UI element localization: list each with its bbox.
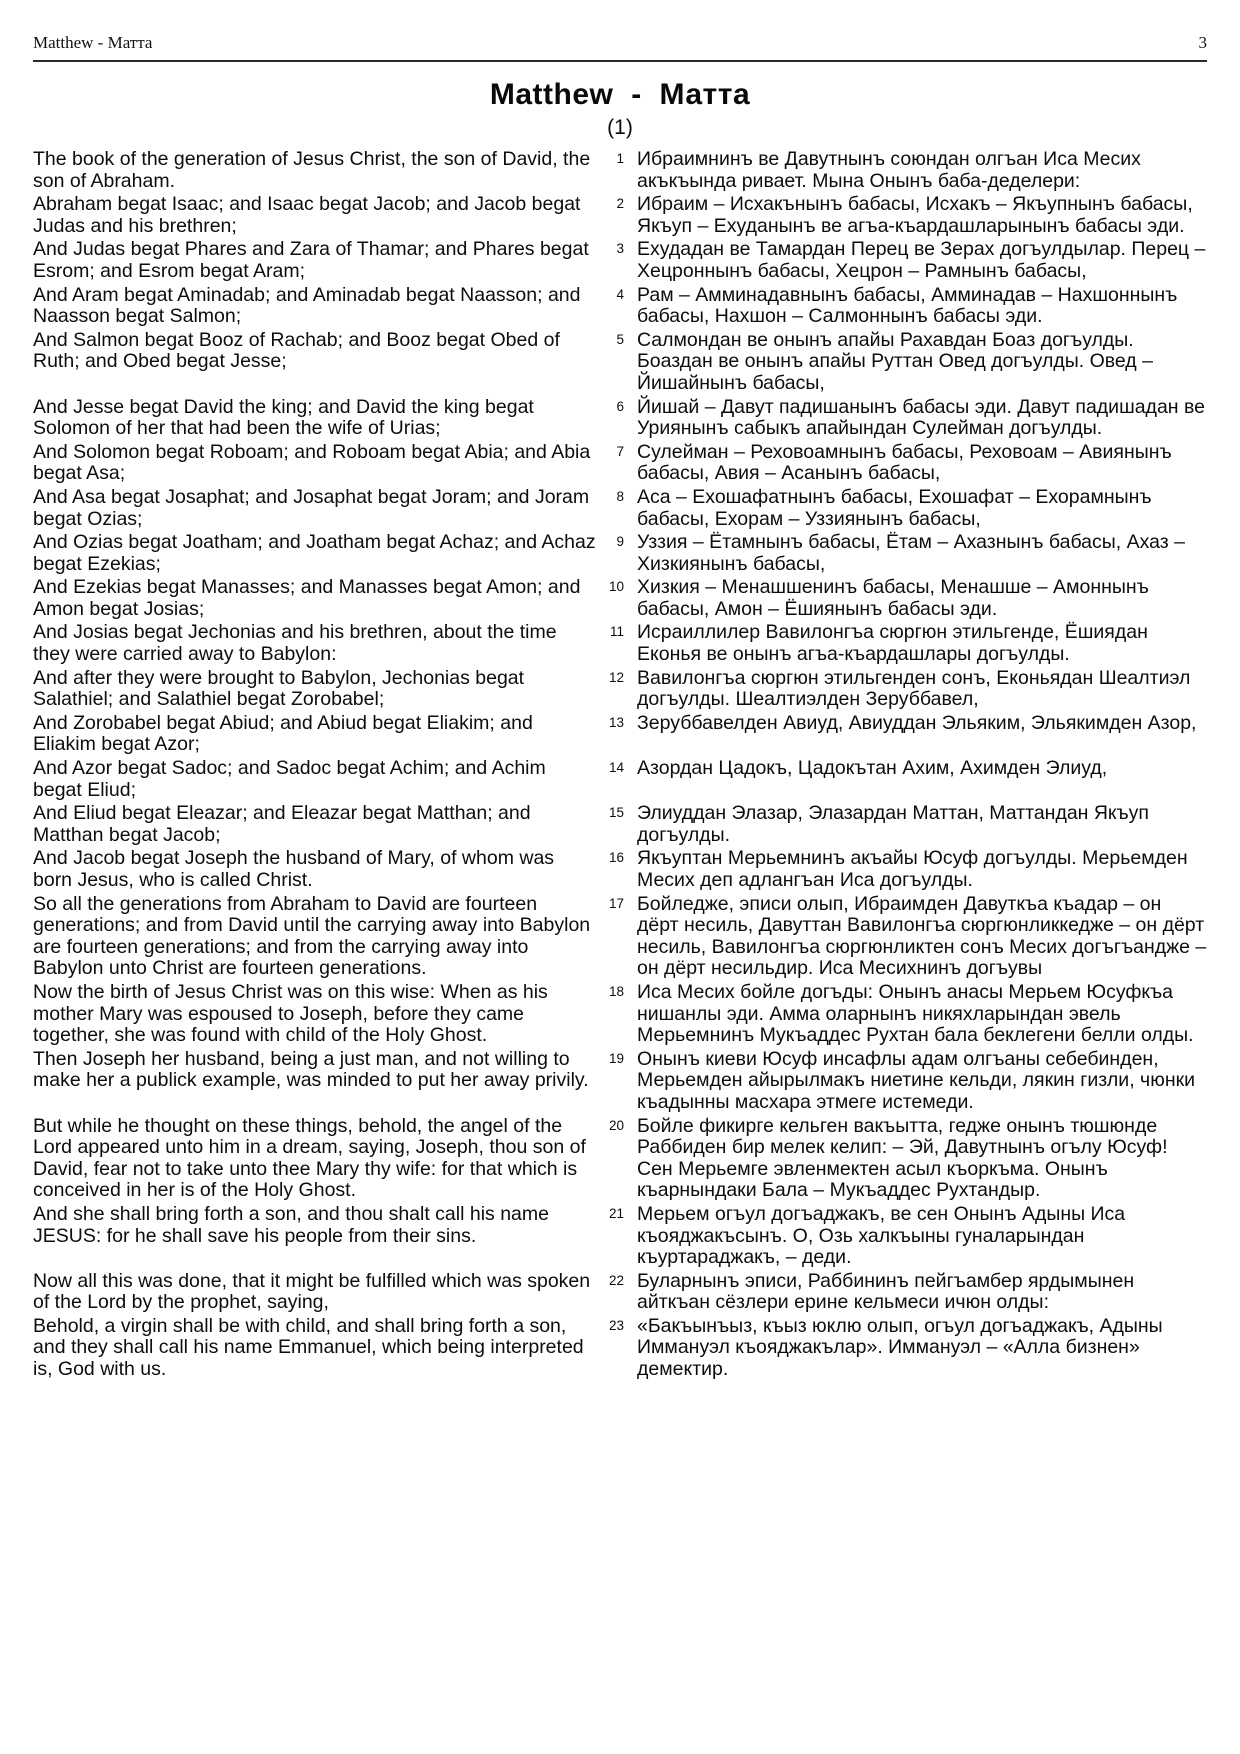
verse-number-cell — [596, 668, 637, 711]
verse-text-english: And Ezekias begat Manasses; and Manasses begat Amon; and Amon begat Josias; — [33, 576, 581, 620]
verse-text-english: And Jacob begat Joseph the husband of Mary, of whom was born Jesus, who is called Christ. — [33, 847, 555, 891]
verse-text-crimean-tatar: Элиуддан Элазар, Элазардан Маттан, Маттандан Якъуп догъулды. — [637, 802, 1149, 846]
verse-text-english: And Asa begat Josaphat; and Josaphat begat Joram; and Joram begat Ozias; — [33, 485, 590, 530]
verse-number: 6 — [616, 398, 624, 414]
verse-number: 9 — [616, 534, 624, 550]
verse-row — [33, 982, 1207, 1047]
verse-number: 10 — [608, 579, 624, 595]
verse-text-english: And Eliud begat Eleazar; and Eleazar begat Matthan; and Matthan begat Jacob; — [33, 802, 531, 846]
verse-row — [33, 487, 1207, 530]
verse-row — [33, 532, 1207, 575]
verse-row — [33, 149, 1207, 192]
verse-number: 19 — [608, 1050, 624, 1066]
verse-number-cell — [596, 622, 637, 665]
verse-number-cell — [596, 330, 637, 395]
verse-row — [33, 622, 1207, 665]
verse-row — [33, 330, 1207, 395]
verse-text-crimean-tatar: Зеруббавелден Авиуд, Авиуддан Эльяким, Эльякимден Азор, — [637, 711, 1197, 734]
verse-number: 12 — [608, 669, 624, 685]
verse-text-english: Then Joseph her husband, being a just man, and not willing to make her a publick example, was minded to put her away privily. — [33, 1047, 589, 1092]
verse-row — [33, 285, 1207, 328]
verse-number: 1 — [616, 151, 624, 166]
verse-number: 2 — [616, 196, 624, 212]
verse-row — [33, 758, 1207, 801]
verse-number: 18 — [608, 983, 624, 999]
verse-number: 20 — [608, 1117, 624, 1133]
page-number: 3 — [1198, 33, 1207, 52]
verse-text-crimean-tatar: Якъуптан Мерьемнинъ акъайы Юсуф догъулды. Мерьемден Месих деп адлангъан Иса догъулды. — [637, 847, 1188, 891]
verse-number: 17 — [608, 895, 624, 911]
verse-number-cell — [596, 1316, 637, 1381]
verse-number: 5 — [616, 331, 624, 347]
verse-number-cell — [596, 803, 637, 846]
verse-text-crimean-tatar: Аса – Ехошафатнынъ бабасы, Ехошафат – Ехорамнынъ бабасы, Ехорам – Уззиянынъ бабасы, — [637, 485, 1152, 530]
verse-text-english: And Judas begat Phares and Zara of Thamar; and Phares begat Esrom; and Esrom begat Aram; — [33, 238, 589, 282]
verse-text-english: So all the generations from Abraham to David are fourteen generations; and from David until the carrying away into Babylon are fourteen generations; and from the carrying away into Babylon unto Christ are fourteen generations. — [33, 892, 591, 980]
verse-text-crimean-tatar: Сулейман – Реховоамнынъ бабасы, Реховоам – Авиянынъ бабасы, Авия – Асанынъ бабасы, — [637, 440, 1172, 485]
verse-row — [33, 577, 1207, 620]
verse-number: 16 — [608, 850, 624, 866]
verse-row — [33, 1049, 1207, 1114]
verse-number-cell — [596, 194, 637, 237]
verse-number-cell — [596, 532, 637, 575]
verse-number-cell — [596, 1271, 637, 1314]
verse-row — [33, 1316, 1207, 1381]
running-header-title: Matthew - Матта — [33, 33, 153, 52]
page-title: Matthew - Матта — [489, 78, 751, 111]
verse-text-crimean-tatar: «Бакъынъыз, къыз юклю олып, огъул догъаджакъ, Адыны Иммануэл къояджакълар». Иммануэл – «Алла бизнен» демектир. — [637, 1314, 1163, 1381]
verse-number: 22 — [608, 1272, 624, 1288]
header-divider — [33, 60, 1207, 62]
verse-number-cell — [596, 442, 637, 485]
verse-text-english: But while he thought on these things, behold, the angel of the Lord appeared unto him in a dream, saying, Joseph, thou son of David, fear not to take unto thee Mary thy wife: for that which is conceived in her is of the Holy Ghost. — [33, 1114, 586, 1202]
verse-row — [33, 894, 1207, 980]
verse-number-cell — [596, 848, 637, 891]
verse-text-crimean-tatar: Хизкия – Менашшенинъ бабасы, Менашше – Амоннынъ бабасы, Амон – Ёшиянынъ бабасы эди. — [637, 576, 1149, 620]
verse-text-english: And Salmon begat Booz of Rachab; and Booz begat Obed of Ruth; and Obed begat Jesse; — [33, 328, 560, 373]
verse-text-english: And she shall bring forth a son, and thou shalt call his name JESUS: for he shall save his people from their sins. — [33, 1202, 549, 1247]
chapter-number: (1) — [607, 116, 633, 139]
verse-row — [33, 1204, 1207, 1269]
verse-text-english: And Aram begat Aminadab; and Aminadab begat Naasson; and Naasson begat Salmon; — [33, 283, 581, 328]
verse-text-english: The book of the generation of Jesus Christ, the son of David, the son of Abraham. — [33, 148, 591, 192]
verse-number: 23 — [608, 1317, 624, 1333]
verse-number-cell — [596, 713, 637, 756]
verse-number-cell — [596, 149, 637, 192]
verse-row — [33, 848, 1207, 891]
verse-number-cell — [596, 1049, 637, 1114]
verse-number: 11 — [609, 624, 624, 640]
verse-row — [33, 713, 1207, 756]
verse-row — [33, 1116, 1207, 1202]
verse-number: 8 — [616, 488, 624, 504]
verse-row — [33, 442, 1207, 485]
verse-text-crimean-tatar: Бойледже, эписи олып, Ибраимден Давуткъа къадар – он дёрт несиль, Давуттан Вавилонгъа сюргюнликкедже – он дёрт несиль, Вавилонгъа сюргюнликтен сонъ Месих догъгъандже – он дёрт несильдир. Иса Месихнинъ догъувы — [637, 892, 1207, 980]
verse-text-crimean-tatar: Ибраимнинъ ве Давутнынъ союндан олгъан Иса Месих акъкъында ривает. Мына Онынъ баба-деделери: — [637, 148, 1141, 192]
verse-row — [33, 668, 1207, 711]
verse-number-cell — [596, 1116, 637, 1202]
verse-text-crimean-tatar: Азордан Цадокъ, Цадокътан Ахим, Ахимден Элиуд, — [637, 757, 1108, 780]
verse-text-crimean-tatar: Уззия – Ётамнынъ бабасы, Ётам – Ахазнынъ бабасы, Ахаз – Хизкиянынъ бабасы, — [637, 531, 1185, 575]
verse-row — [33, 803, 1207, 846]
verse-text-crimean-tatar: Вавилонгъа сюргюн этильгенден сонъ, Еконьядан Шеалтиэл догъулды. Шеалтиэлден Зеруббавел, — [637, 666, 1191, 711]
verse-text-crimean-tatar: Салмондан ве онынъ апайы Рахавдан Боаз догъулды. Боаздан ве онынъ апайы Руттан Овед догъулды. Овед – Йишайнынъ бабасы, — [637, 328, 1153, 394]
running-header — [33, 33, 1207, 52]
verse-text-crimean-tatar: Ибраим – Исхакънынъ бабасы, Исхакъ – Якъупнынъ бабасы, Якъуп – Ехуданынъ ве агъа-къардашларынынъ бабасы эди. — [637, 193, 1193, 237]
verse-row — [33, 397, 1207, 440]
verse-text-english: Now the birth of Jesus Christ was on this wise: When as his mother Mary was espoused to Joseph, before they came together, she was found with child of the Holy Ghost. — [33, 980, 548, 1047]
verse-text-crimean-tatar: Йишай – Давут падишанынъ бабасы эди. Давут падишадан ве Уриянынъ сабыкъ апайындан Сулейман догъулды. — [637, 395, 1205, 440]
verse-text-english: Now all this was done, that it might be fulfilled which was spoken of the Lord by the prophet, saying, — [33, 1269, 591, 1314]
verse-text-english: And Josias begat Jechonias and his brethren, about the time they were carried away to Babylon: — [33, 621, 557, 666]
verse-text-english: And Solomon begat Roboam; and Roboam begat Abia; and Abia begat Asa; — [33, 440, 591, 485]
verse-number: 13 — [608, 714, 624, 730]
verse-text-crimean-tatar: Иса Месих бойле догъды: Онынъ анасы Мерьем Юсуфкъа нишанлы эди. Амма оларнынъ никяхларындан эвель Мерьемнинъ Мукъаддес Рухтан бала беклегени белли олды. — [637, 980, 1194, 1047]
verse-text-crimean-tatar: Буларнынъ эписи, Раббининъ пейгъамбер ярдымынен айткъан сёзлери ерине кельмеси ичюн олды: — [637, 1269, 1135, 1314]
verse-number-cell — [596, 397, 637, 440]
verse-text-english: And after they were brought to Babylon, Jechonias begat Salathiel; and Salathiel begat Zorobabel; — [33, 666, 525, 711]
verse-number: 3 — [616, 241, 624, 257]
verse-text-english: And Ozias begat Joatham; and Joatham begat Achaz; and Achaz begat Ezekias; — [33, 531, 596, 575]
verse-number-cell — [596, 1204, 637, 1269]
verse-number: 4 — [616, 286, 624, 302]
verse-number-cell — [596, 487, 637, 530]
verse-text-crimean-tatar: Ехудадан ве Тамардан Перец ве Зерах догъулдылар. Перец – Хецроннынъ бабасы, Хецрон – Рамнынъ бабасы, — [637, 238, 1206, 282]
verse-number-cell — [596, 577, 637, 620]
verse-text-crimean-tatar: Мерьем огъул догъаджакъ, ве сен Онынъ Адыны Иса къояджакъсынъ. О, Озь халкъыны гуналарындан къуртараджакъ, – деди. — [637, 1202, 1126, 1269]
verse-text-english: And Azor begat Sadoc; and Sadoc begat Achim; and Achim begat Eliud; — [33, 757, 546, 801]
verse-text-english: And Jesse begat David the king; and David the king begat Solomon of her that had been the wife of Urias; — [33, 395, 534, 440]
verse-text-english: Behold, a virgin shall be with child, and shall bring forth a son, and they shall call his name Emmanuel, which being interpreted is, God with us. — [33, 1314, 584, 1381]
verse-text-english: Abraham begat Isaac; and Isaac begat Jacob; and Jacob begat Judas and his brethren; — [33, 193, 581, 237]
verse-number-cell — [596, 894, 637, 980]
verse-text-crimean-tatar: Рам – Амминадавнынъ бабасы, Амминадав – Нахшоннынъ бабасы, Нахшон – Салмоннынъ бабасы эди. — [637, 283, 1178, 328]
verse-number: 21 — [608, 1205, 624, 1221]
verse-table — [33, 149, 1207, 1381]
verse-number-cell — [596, 982, 637, 1047]
verse-number: 14 — [608, 760, 624, 776]
verse-row — [33, 1271, 1207, 1314]
verse-number-cell — [596, 758, 637, 801]
verse-number: 15 — [608, 805, 624, 821]
verse-row — [33, 194, 1207, 237]
verse-number: 7 — [616, 443, 624, 459]
verse-row — [33, 239, 1207, 282]
verse-text-crimean-tatar: Онынъ киеви Юсуф инсафлы адам олгъаны себебинден, Мерьемден айырылмакъ ниетине кельди, лякин гизли, чюнки къадынны масхара этмеге истемеди. — [637, 1047, 1196, 1113]
verse-text-crimean-tatar: Исраиллилер Вавилонгъа сюргюн этильгенде, Ёшиядан Еконья ве онынъ агъа-къардашлары догъулды. — [637, 621, 1148, 666]
verse-text-crimean-tatar: Бойле фикирге кельген вакъытта, гедже онынъ тюшюнде Раббиден бир мелек келип: – Эй, Давутнынъ огълу Юсуф! Сен Мерьемге эвленмектен асыл къоркъма. Онынъ къарнындаки Бала – Мукъаддес Рухтандыр. — [637, 1114, 1168, 1202]
verse-text-english: And Zorobabel begat Abiud; and Abiud begat Eliakim; and Eliakim begat Azor; — [33, 711, 533, 756]
verse-number-cell — [596, 285, 637, 328]
verse-number-cell — [596, 239, 637, 282]
